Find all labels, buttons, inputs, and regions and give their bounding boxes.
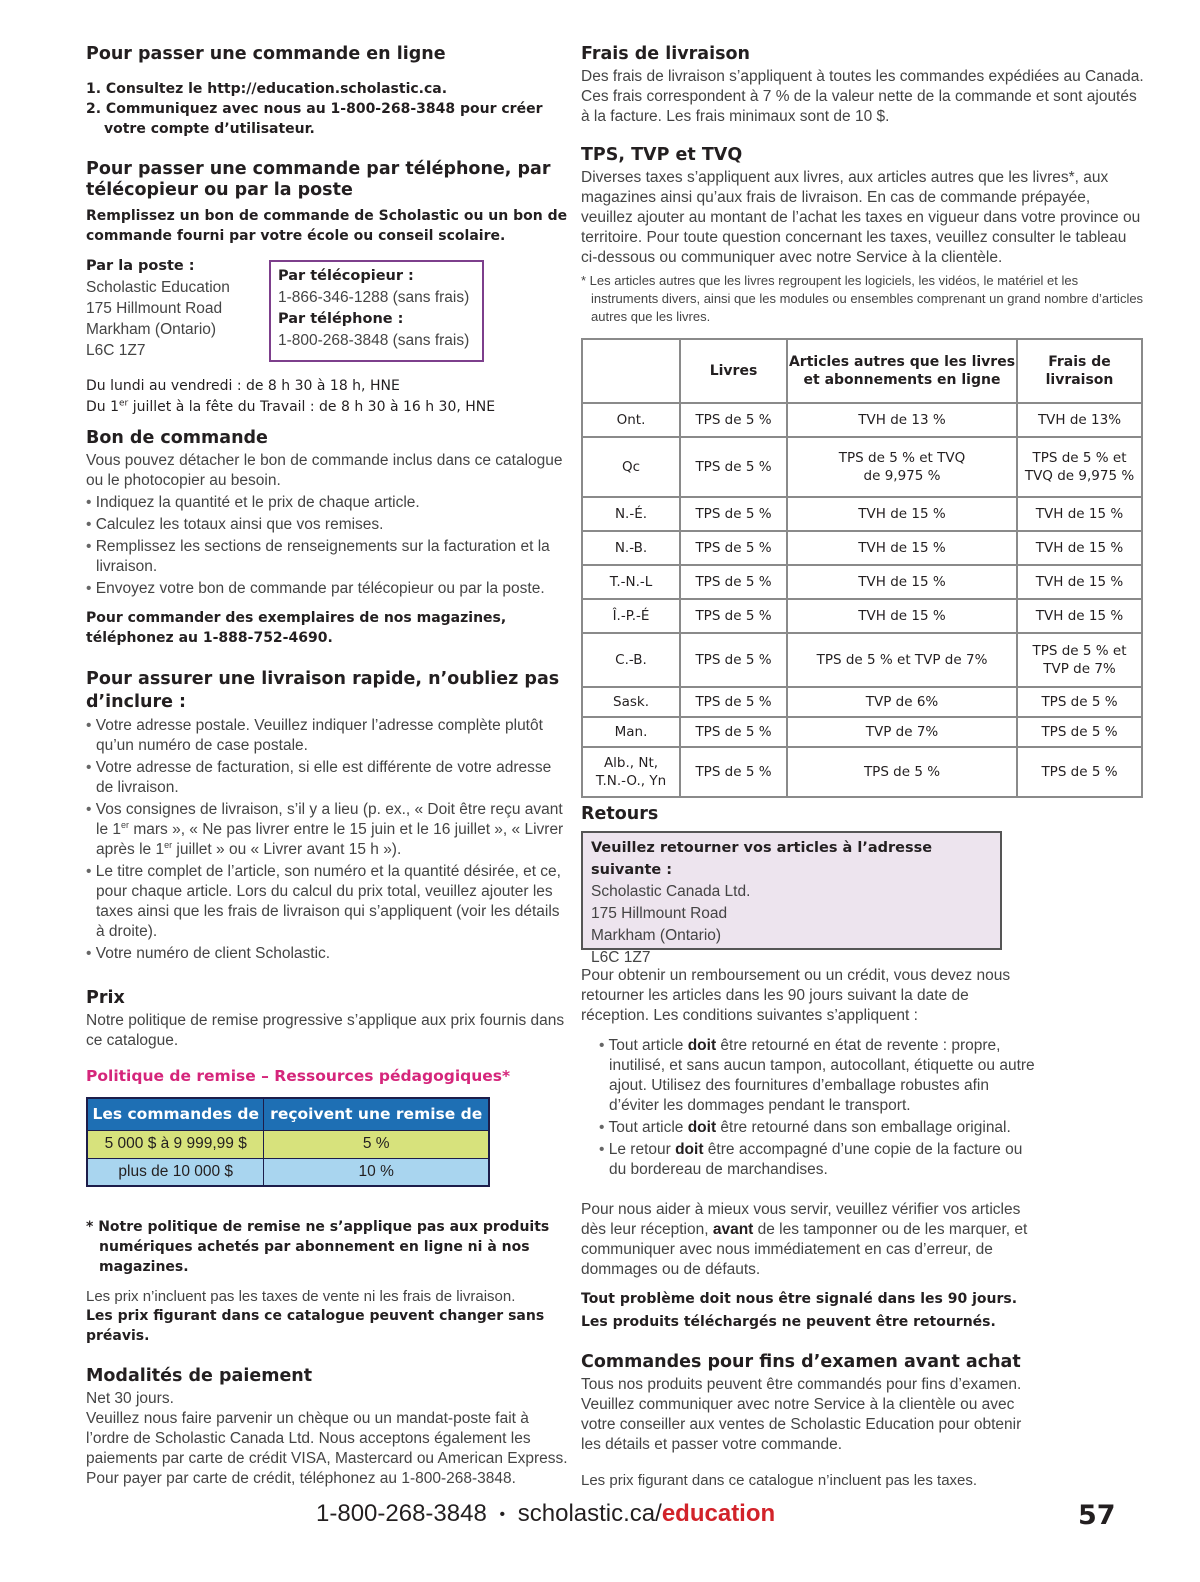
return-address-line: 175 Hillmount Road — [591, 905, 728, 922]
table-row — [582, 717, 1142, 747]
online-steps — [86, 79, 568, 139]
tax-other: TVH de 15 % — [787, 531, 1017, 565]
tax-ship: TPS de 5 % et TVQ de 9,975 % — [1017, 437, 1142, 497]
tax-other: TVP de 7% — [787, 717, 1017, 747]
discount-policy-title: Politique de remise – Ressources pédagogiques* — [86, 1067, 511, 1085]
list-item: • Indiquez la quantité et le prix de chaque article. — [86, 493, 568, 513]
item-text: Tout article — [608, 1119, 688, 1136]
phone-order-intro: Remplissez un bon de commande de Scholastic ou un bon de commande fourni par votre école ou conseil scolaire. — [86, 208, 568, 244]
tax-ship: TPS de 5 % — [1017, 747, 1142, 797]
table-row — [582, 565, 1142, 599]
tax-col-header: Frais de livraison — [1017, 339, 1142, 403]
taxes-title: TPS, TVP et TVQ — [581, 145, 743, 165]
list-item: • Remplissez les sections de renseignements sur la facturation et la livraison. — [86, 537, 568, 577]
tax-prov: Alb., Nt, T.N.-O., Yn — [582, 747, 680, 797]
footer-contact — [316, 1500, 775, 1528]
verify-text: de les tamponner ou de les marquer, et communiquer avec nous immédiatement en cas d’erreur, de dommages ou de défauts. — [581, 1221, 1028, 1278]
exam-note: Les prix figurant dans ce catalogue n’incluent pas les taxes. — [581, 1472, 978, 1489]
tax-ship: TPS de 5 % — [1017, 717, 1142, 747]
tax-ship: TVH de 15 % — [1017, 599, 1142, 633]
tax-prov: Î.-P.-É — [582, 599, 680, 633]
magazines-note: Pour commander des exemplaires de nos magazines, téléphonez au 1-888-752-4690. — [86, 610, 507, 646]
tax-other: TVH de 15 % — [787, 565, 1017, 599]
tax-other: TVP de 6% — [787, 687, 1017, 717]
hours-summer-text: Du 1 — [86, 399, 120, 415]
tax-other: TVH de 15 % — [787, 497, 1017, 531]
list-item: • Envoyez votre bon de commande par télécopieur ou par la poste. — [86, 579, 568, 599]
table-row — [582, 497, 1142, 531]
left-column — [86, 44, 568, 1489]
tax-other: TVH de 13 % — [787, 403, 1017, 437]
item-text: juillet » ou « Livrer avant 15 h »). — [172, 841, 402, 858]
payment-title: Modalités de paiement — [86, 1366, 313, 1386]
item-emphasis: doit — [675, 1141, 704, 1158]
footer-site[interactable] — [518, 1500, 775, 1527]
returns-verify — [581, 1200, 1036, 1280]
mail-line: Scholastic Education — [86, 279, 230, 296]
tax-books: TPS de 5 % — [680, 403, 787, 437]
tax-prov: Ont. — [582, 403, 680, 437]
fax-number: 1-866-346-1288 (sans frais) — [278, 289, 470, 306]
tax-col-header — [582, 339, 680, 403]
item-text: être retourné dans son emballage original. — [716, 1119, 1011, 1136]
right-column — [581, 44, 1144, 1491]
item-text: être accompagné d’une copie de la facture ou du bordereau de marchandises. — [609, 1141, 1023, 1178]
tax-prov: C.-B. — [582, 633, 680, 687]
order-form-list — [86, 493, 568, 599]
hours-summer-text: juillet à la fête du Travail : de 8 h 30 à 16 h 30, HNE — [128, 399, 496, 415]
item-emphasis: doit — [687, 1119, 717, 1136]
item-text: Tout article — [608, 1037, 688, 1054]
table-row — [582, 687, 1142, 717]
tax-books: TPS de 5 % — [680, 633, 787, 687]
table-row — [582, 403, 1142, 437]
tax-books: TPS de 5 % — [680, 437, 787, 497]
prix-title: Prix — [86, 988, 125, 1008]
shipping-title: Frais de livraison — [581, 44, 751, 64]
tax-ship: TVH de 15 % — [1017, 531, 1142, 565]
discount-value: 10 % — [264, 1158, 489, 1186]
online-step: 2. Communiquez avec nous au 1-800-268-3848 pour créer votre compte d’utilisateur. — [86, 101, 543, 137]
hours-summer-sup: er — [119, 398, 129, 409]
table-row — [582, 437, 1142, 497]
list-item: • Votre adresse postale. Veuillez indiquer l’adresse complète plutôt qu’un numéro de case postale. — [86, 716, 568, 756]
footer-site-emphasis: education — [661, 1500, 776, 1527]
item-sup: er — [164, 839, 173, 850]
footer-site-text: scholastic.ca/ — [517, 1500, 662, 1527]
page-number: 57 — [1078, 1500, 1116, 1531]
returns-intro: Pour obtenir un remboursement ou un crédit, vous devez nous retourner les articles dans les 90 jours suivant la date de réception. Les conditions suivantes s’appliquent : — [581, 967, 1011, 1024]
payment-net: Net 30 jours. — [86, 1390, 174, 1407]
item-text: mars », « Ne pas livrer entre le 15 juin et le 16 juillet », « Livrer après le 1 — [96, 821, 564, 858]
list-item — [599, 1036, 1039, 1116]
mail-line: Markham (Ontario) — [86, 321, 217, 338]
tax-ship: TVH de 13% — [1017, 403, 1142, 437]
item-sup: er — [121, 819, 130, 830]
table-row — [582, 599, 1142, 633]
tax-col-header: Articles autres que les livres et abonnements en ligne — [787, 339, 1017, 403]
mail-line: L6C 1Z7 — [86, 342, 146, 359]
list-item: • Le titre complet de l’article, son numéro et la quantité désirée, et ce, pour chaque article. Lors du calcul du prix total, veuillez ajouter les taxes ainsi que les frais de livraison qui s’appliquent (voir les détails à droite). — [86, 862, 568, 942]
tax-ship: TPS de 5 % — [1017, 687, 1142, 717]
discount-col-header: Les commandes de — [87, 1098, 264, 1130]
hours-summer — [86, 397, 568, 418]
tax-books: TPS de 5 % — [680, 717, 787, 747]
hours-weekday: Du lundi au vendredi : de 8 h 30 à 18 h, HNE — [86, 378, 400, 394]
tax-other: TVH de 15 % — [787, 599, 1017, 633]
return-address-line: L6C 1Z7 — [591, 949, 651, 966]
tax-prov: Man. — [582, 717, 680, 747]
discount-value: 5 % — [264, 1130, 489, 1158]
delivery-tips-list — [86, 716, 568, 964]
discount-range: 5 000 $ à 9 999,99 $ — [87, 1130, 264, 1158]
list-item — [599, 1118, 1039, 1138]
tax-prov: N.-B. — [582, 531, 680, 565]
return-address-line: Markham (Ontario) — [591, 927, 722, 944]
tax-other: TPS de 5 % — [787, 747, 1017, 797]
tax-books: TPS de 5 % — [680, 531, 787, 565]
tax-ship: TVH de 15 % — [1017, 565, 1142, 599]
exam-title: Commandes pour fins d’examen avant achat — [581, 1352, 1021, 1372]
tax-other: TPS de 5 % et TVQ de 9,975 % — [787, 437, 1017, 497]
tel-number: 1-800-268-3848 (sans frais) — [278, 332, 470, 349]
item-emphasis: doit — [687, 1037, 717, 1054]
returns-conditions — [599, 1036, 1039, 1180]
exam-text: Tous nos produits peuvent être commandés pour fins d’examen. Veuillez communiquer avec notre Service à la clientèle ou avec votre conseiller aux ventes de Scholastic Education pour obtenir les détails et passer votre commande. — [581, 1376, 1022, 1453]
return-address-label: Veuillez retourner vos articles à l’adresse suivante : — [591, 840, 933, 878]
tax-prov: Qc — [582, 437, 680, 497]
tax-prov: Sask. — [582, 687, 680, 717]
tax-ship: TPS de 5 % et TVP de 7% — [1017, 633, 1142, 687]
prix-text: Notre politique de remise progressive s’applique aux prix fournis dans ce catalogue. — [86, 1012, 565, 1049]
tax-prov: T.-N.-L — [582, 565, 680, 599]
discount-range: plus de 10 000 $ — [87, 1158, 264, 1186]
price-change-note: Les prix figurant dans ce catalogue peuvent changer sans préavis. — [86, 1308, 545, 1344]
tax-ship: TVH de 15 % — [1017, 497, 1142, 531]
tax-other: TPS de 5 % et TVP de 7% — [787, 633, 1017, 687]
table-row — [582, 531, 1142, 565]
return-address-box — [581, 831, 1002, 966]
tax-col-header: Livres — [680, 339, 787, 403]
online-step: 1. Consultez le http://education.scholastic.ca. — [86, 81, 448, 97]
list-item: • Votre numéro de client Scholastic. — [86, 944, 568, 964]
tax-prov: N.-É. — [582, 497, 680, 531]
item-text: Le retour — [608, 1141, 676, 1158]
fax-phone-box — [269, 260, 484, 362]
returns-title: Retours — [581, 804, 659, 824]
order-form-title: Bon de commande — [86, 428, 268, 448]
taxes-footnote: * Les articles autres que les livres regroupent les logiciels, les vidéos, le matériel et les instruments divers, ainsi que les modules ou ensembles comprenant un grand nombre d’articles autres que les livres. — [581, 273, 1144, 324]
tax-books: TPS de 5 % — [680, 747, 787, 797]
list-item: • Calculez les totaux ainsi que vos remises. — [86, 515, 568, 535]
discount-table — [86, 1097, 490, 1187]
order-form-intro: Vous pouvez détacher le bon de commande inclus dans ce catalogue ou le photocopier au besoin. — [86, 452, 563, 489]
verify-text: Pour nous aider à mieux vous servir, veuillez vérifier vos articles dès leur réception, — [581, 1201, 1021, 1238]
taxes-text: Diverses taxes s’appliquent aux livres, aux articles autres que les livres*, aux magazines ainsi qu’aux frais de livraison. En cas de commande prépayée, veuillez ajouter au montant de l’achat les taxes en vigueur dans votre province ou territoire. Pour toute question concernant les taxes, veuillez consulter le tableau ci-dessous ou communiquer avec notre Service à la clientèle. — [581, 169, 1141, 266]
fax-label: Par télécopieur : — [278, 268, 414, 284]
item-text: être retourné en état de revente : propre, inutilisé, et sans aucun tampon, autocollant, étiquette ou autre ajout. Utilisez des fournitures d’emballage robustes afin d’éviter les dommages pendant le transport. — [609, 1037, 1035, 1114]
footer-separator: • — [499, 1505, 506, 1523]
mail-address — [86, 256, 261, 362]
phone-order-title: Pour passer une commande par téléphone, par télécopieur ou par la poste — [86, 159, 551, 200]
tel-label: Par téléphone : — [278, 311, 404, 327]
discount-footnote: * Notre politique de remise ne s’applique pas aux produits numériques achetés par abonnement en ligne ni à nos magazines. — [86, 1219, 550, 1275]
returns-warning: Les produits téléchargés ne peuvent être retournés. — [581, 1313, 996, 1330]
table-row — [87, 1130, 489, 1158]
return-address-line: Scholastic Canada Ltd. — [591, 883, 751, 900]
tax-books: TPS de 5 % — [680, 599, 787, 633]
table-row — [87, 1158, 489, 1186]
verify-emphasis: avant — [712, 1221, 754, 1238]
tax-books: TPS de 5 % — [680, 687, 787, 717]
returns-warning: Tout problème doit nous être signalé dans les 90 jours. — [581, 1291, 1018, 1307]
mail-label: Par la poste : — [86, 258, 195, 274]
shipping-text: Des frais de livraison s’appliquent à toutes les commandes expédiées au Canada. Ces frais correspondent à 7 % de la valeur nette de la commande et sont ajoutés à la facture. Les frais minimaux sont de 10 $. — [581, 68, 1144, 125]
table-row — [582, 633, 1142, 687]
mail-line: 175 Hillmount Road — [86, 300, 223, 317]
tax-books: TPS de 5 % — [680, 565, 787, 599]
delivery-tips-title: Pour assurer une livraison rapide, n’oubliez pas d’inclure : — [86, 669, 560, 712]
item-text: Vos consignes de livraison, s’il y a lieu (p. ex., « Doit être reçu avant le 1 — [95, 801, 563, 838]
list-item: • Votre adresse de facturation, si elle est différente de votre adresse de livraison. — [86, 758, 568, 798]
footer-phone: 1-800-268-3848 — [316, 1500, 487, 1527]
discount-col-header: reçoivent une remise de — [264, 1098, 489, 1130]
list-item — [599, 1140, 1039, 1180]
payment-text: Veuillez nous faire parvenir un chèque ou un mandat-poste fait à l’ordre de Scholastic Canada Ltd. Nous acceptons également les paiements par carte de crédit VISA, Mastercard ou American Express. Pour payer par carte de crédit, téléphonez au 1-800-268-3848. — [86, 1410, 568, 1487]
tax-books: TPS de 5 % — [680, 497, 787, 531]
contact-block — [86, 256, 568, 362]
tax-table — [581, 338, 1143, 798]
online-order-title: Pour passer une commande en ligne — [86, 44, 446, 64]
business-hours — [86, 376, 568, 418]
list-item — [86, 800, 568, 860]
taxes-note: Les prix n’incluent pas les taxes de vente ni les frais de livraison. — [86, 1288, 516, 1305]
table-row — [582, 747, 1142, 797]
